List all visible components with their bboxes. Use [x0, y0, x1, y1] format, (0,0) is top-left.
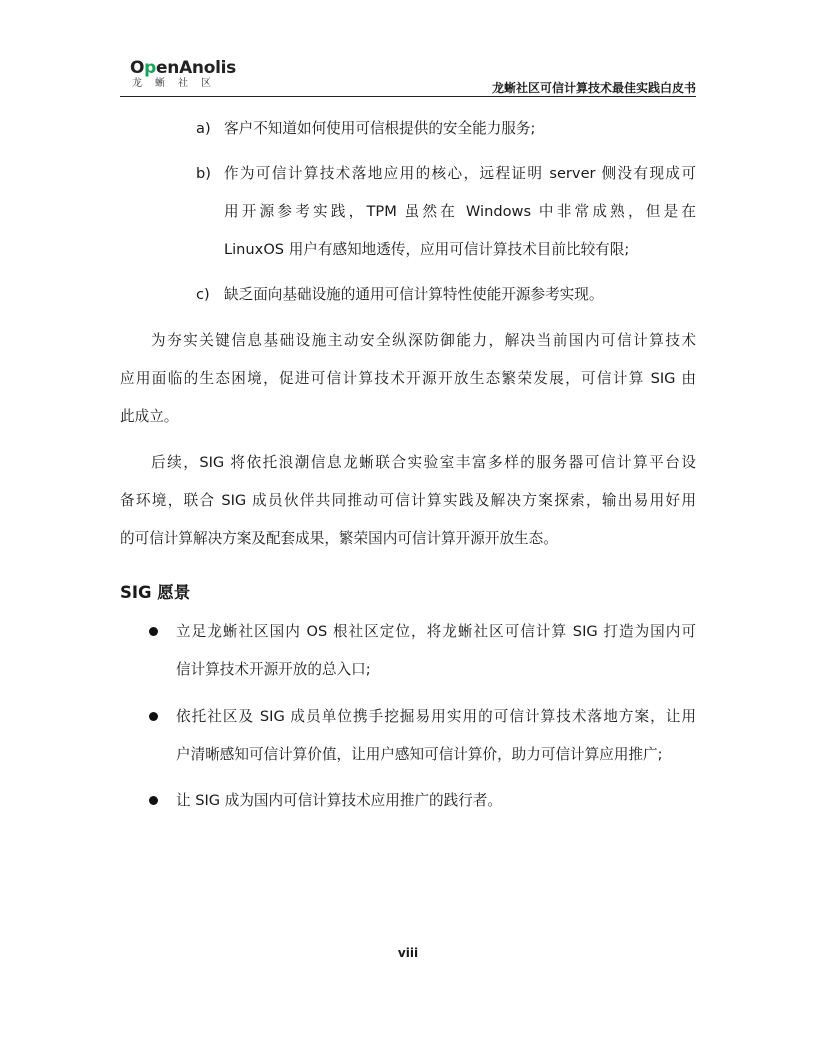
bullet-dot-2	[149, 712, 158, 721]
section-heading-sig-vision: SIG 愿景	[120, 583, 191, 602]
bullet-dot-3	[149, 796, 158, 805]
logo-wordmark: OpenAnolis	[130, 58, 236, 78]
list-item-b-line-1: 作为可信计算技术落地应用的核心，远程证明 server 侧没有现成可	[224, 165, 696, 182]
list-item-b-line-3: LinuxOS 用户有感知地透传，应用可信计算技术目前比较有限;	[224, 241, 630, 258]
header-divider	[120, 96, 696, 97]
paragraph-1-line-3: 此成立。	[120, 408, 179, 425]
list-marker-c: c)	[196, 286, 210, 303]
paragraph-2-line-1: 后续，SIG 将依托浪潮信息龙蜥联合实验室丰富多样的服务器可信计算平台设	[151, 454, 696, 471]
bullet-3-line-1: 让 SIG 成为国内可信计算技术应用推广的践行者。	[176, 792, 503, 809]
document-title: 龙蜥社区可信计算技术最佳实践白皮书	[491, 81, 696, 95]
bullet-2-line-1: 依托社区及 SIG 成员单位携手挖掘易用实用的可信计算技术落地方案，让用	[176, 708, 696, 725]
page-number: viii	[397, 946, 419, 960]
paragraph-1-line-2: 应用面临的生态困境，促进可信计算技术开源开放生态繁荣发展，可信计算 SIG 由	[120, 370, 696, 387]
bullet-1-line-1: 立足龙蜥社区国内 OS 根社区定位，将龙蜥社区可信计算 SIG 打造为国内可	[176, 623, 696, 640]
list-marker-a: a)	[196, 120, 211, 137]
paragraph-2-line-3: 的可信计算解决方案及配套成果，繁荣国内可信计算开源开放生态。	[120, 530, 558, 547]
list-marker-b: b)	[196, 165, 211, 182]
list-item-a-line-1: 客户不知道如何使用可信根提供的安全能力服务;	[224, 120, 536, 137]
paragraph-1-line-1: 为夯实关键信息基础设施主动安全纵深防御能力，解决当前国内可信计算技术	[151, 332, 696, 349]
bullet-1-line-2: 信计算技术开源开放的总入口;	[176, 661, 371, 678]
openanolis-logo	[130, 59, 236, 90]
paragraph-2-line-2: 备环境，联合 SIG 成员伙伴共同推动可信计算实践及解决方案探索，输出易用好用	[120, 492, 696, 509]
list-item-c-line-1: 缺乏面向基础设施的通用可信计算特性使能开源参考实现。	[224, 286, 604, 303]
list-item-b-line-2: 用开源参考实践，TPM 虽然在 Windows 中非常成熟，但是在	[224, 203, 696, 220]
bullet-2-line-2: 户清晰感知可信计算价值，让用户感知可信计算价，助力可信计算应用推广;	[176, 746, 663, 763]
bullet-dot-1	[149, 627, 158, 636]
logo-subtitle: 龙蜥社区	[132, 78, 224, 89]
